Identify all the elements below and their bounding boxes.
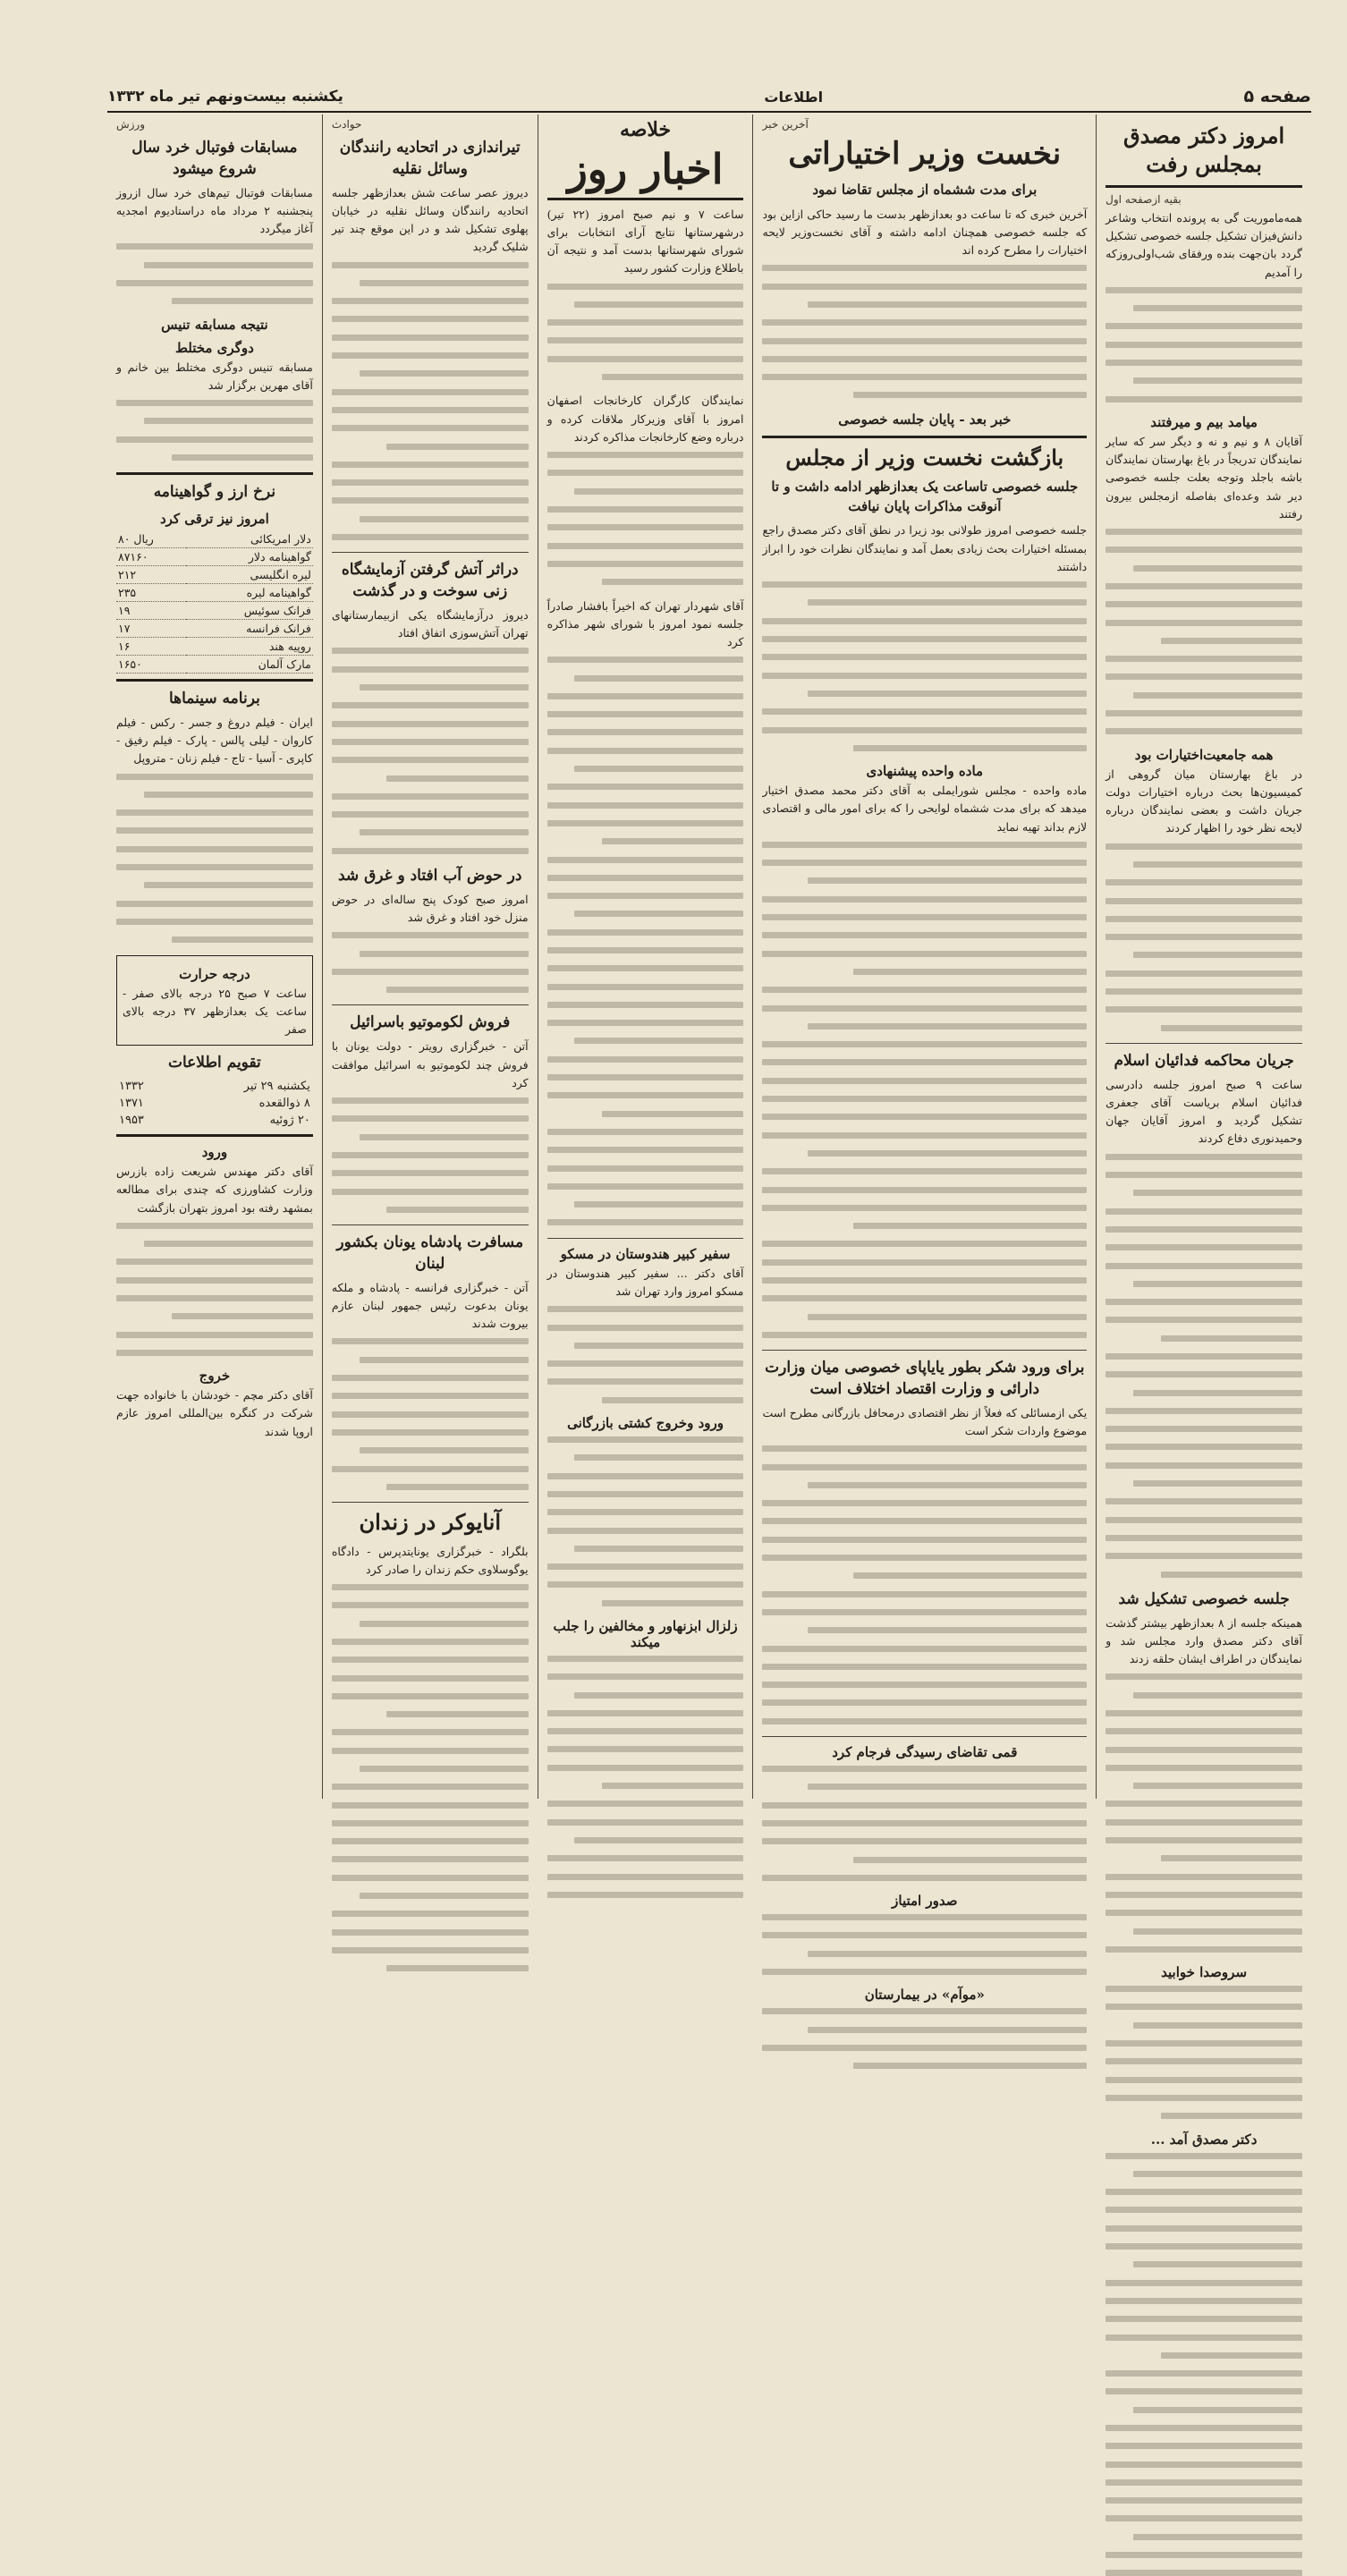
subhead: جلسه خصوصی تشکیل شد [1118, 1589, 1290, 1608]
rates-table [116, 530, 313, 674]
rate-label: فرانک فرانسه [186, 620, 312, 638]
section-title: اخبار روز [567, 145, 724, 193]
article-body: مسابقات فوتبال تیم‌های خرد سال ازروز پنجشنبه ۲ مرداد ماه دراستادیوم امجدیه آغاز میگردد [115, 185, 313, 236]
subhead-trial: جریان محاکمه فدائیان اسلام [1114, 1051, 1294, 1070]
subhead: قمی تقاضای رسیدگی فرجام کرد [832, 1744, 1018, 1761]
article-body: همینکه جلسه از ۸ بعدازظهر بیشتر گذشت آقای دکتر مصدق وارد مجلس شد و نمایندگان در اطراف ایشان حلقه زدند [1106, 1615, 1302, 1666]
headline-prison: آنایوکر در زندان [359, 1509, 501, 1536]
subhead: «موآم» در بیمارستان [864, 1987, 985, 2004]
text-block [116, 1223, 313, 1356]
article-body: آقایان ۸ و نیم و نه و دیگر سر که سایر نمایندگان تدریجاً در باغ بهارستان نمایندگان باشه باجلد وتوجه بعلت جلسه خصوصی دیر شد وعده‌ای بفاصله ازمجلس بیرون رفتند [1106, 434, 1303, 521]
rate-value: ۲۳۵ [116, 584, 186, 602]
subhead: همه جامعیت‌اختیارات بود [1134, 746, 1274, 763]
calendar-value: ۱۳۳۲ [118, 1080, 144, 1094]
kicker: ورزش [115, 118, 146, 131]
subhead: سروصدا خوابید [1161, 1964, 1248, 1981]
rate-row [116, 530, 313, 548]
rates-title: نرخ ارز و گواهینامه [153, 483, 276, 502]
rule [1106, 185, 1302, 188]
news-item: نمایندگان کارگران کارخانجات اصفهان امروز با آقای وزیرکار ملاقات کرده و درباره وضع کارخانجات مذاکره کردند [546, 394, 744, 444]
subhead: فروش لکوموتیو باسرائیل [350, 1013, 511, 1032]
text-block [332, 1338, 529, 1489]
text-block [762, 842, 1087, 1338]
subhead: سفیر کبیر هندوستان در مسکو [560, 1245, 731, 1262]
rule [116, 679, 313, 682]
rule [762, 1350, 1087, 1351]
text-block [762, 265, 1087, 398]
subhead-sugar: برای ورود شکر بطور یایاپای خصوصی میان وزارت دارائی و وزارت اقتصاد اختلاف است [765, 1359, 1085, 1398]
rate-label: مارک آلمان [186, 656, 312, 674]
text-block [116, 774, 313, 944]
column-mossadegh [1096, 114, 1311, 2148]
rates-subtitle: امروز نیز ترقی کرد [159, 511, 269, 528]
news-item: آقای شهردار تهران که اخیراً بافشار صادراً جلسه نمود امروز با شورای شهر مذاکره کرد [546, 598, 744, 648]
entry-title: ورود [201, 1144, 228, 1161]
text-block [547, 284, 744, 380]
cinema-listing: ایران - فیلم دروغ و جسر - رکس - فیلم کاروان - لیلی پالس - پارک - فیلم رفیق - کاپری - آسیا - تاج - فیلم زنان - متروپل [115, 715, 313, 766]
subhead: برای مدت ششماه از مجلس تقاضا نمود [812, 181, 1038, 198]
calendar-label: ۸ ذوالقعده [258, 1097, 310, 1111]
rate-row [116, 566, 313, 584]
rate-value: ۸۷۱۶۰ [116, 548, 186, 566]
rule [547, 1238, 744, 1239]
subhead: دوگری مختلط [175, 339, 254, 356]
text-block [332, 1097, 529, 1213]
subhead: مسافرت پادشاه یونان بکشور لبنان [336, 1233, 524, 1273]
rule [547, 198, 744, 200]
text-block [1106, 287, 1302, 402]
temperature-text: ساعت ۷ صبح ۲۵ درجه بالای صفر - ساعت یک بعدازظهر ۳۷ درجه بالای صفر [122, 986, 307, 1037]
rule [762, 436, 1087, 438]
subhead: ماده واحده پیشنهادی [866, 763, 984, 780]
rate-value: ۱۶۵۰ [116, 656, 186, 674]
subhead: نتیجه مسابقه تنیس [161, 316, 268, 333]
article-body: آخرین خبری که تا ساعت دو بعدازظهر بدست ما رسید حاکی ازاین بود که جلسه خصوصی همچنان ادامه داشته و آقای نخست‌وزیر لایحه اختیارات را مطرح کرده اند [762, 207, 1088, 258]
exit-title: خروج [199, 1368, 231, 1385]
column-news-summary [538, 114, 753, 1799]
rate-label: فرانک سوئیس [186, 602, 312, 620]
calendar-row [116, 1078, 313, 1095]
text-block [1106, 2153, 1302, 2576]
text-block [332, 1584, 529, 1971]
text-block [1106, 1154, 1302, 1578]
text-block [332, 932, 529, 993]
rate-row [116, 584, 313, 602]
rate-row [116, 548, 313, 566]
subhead: دکتر مصدق آمد ... [1150, 2131, 1258, 2148]
text-block [332, 262, 529, 540]
text-block [332, 648, 529, 853]
column-events [322, 114, 538, 1799]
article-body: دیروز درآزمایشگاه یکی ازبیمارستانهای تهران آتش‌سوزی اتفاق افتاد [331, 607, 529, 640]
rule [332, 1004, 529, 1005]
calendar-row [116, 1112, 313, 1129]
calendar-row [116, 1095, 313, 1112]
rule [332, 1224, 529, 1225]
rate-value: ۸۰ ریال [116, 530, 186, 548]
rate-label: لیره انگلیسی [186, 566, 312, 584]
text-block [1106, 843, 1302, 1031]
text-block [547, 1656, 744, 1898]
text-block [1106, 1986, 1302, 2119]
text-block [762, 1914, 1087, 1975]
subhead: در حوض آب افتاد و غرق شد [338, 867, 522, 885]
calendar-value: ۱۳۷۱ [118, 1097, 144, 1111]
rate-row [116, 620, 313, 638]
rule [762, 1736, 1087, 1737]
rate-value: ۱۶ [116, 638, 186, 656]
subhead: زلزال ابزنهاور و مخالفین را جلب میکند [553, 1618, 738, 1650]
article-body: جلسه خصوصی امروز طولانی بود زیرا در نطق آقای دکتر مصدق راجع بمسئله اختیارات بحث زیادی بعمل آمد و نمایندگان نظرات خود را ابراز داشتند [762, 523, 1088, 573]
article-body: بلگراد - خبرگزاری یونایتدپرس - دادگاه یوگوسلاوی حکم زندان را صادر کرد [331, 1544, 529, 1576]
rate-value: ۲۱۲ [116, 566, 186, 584]
article-body: امروز صبح کودک پنج ساله‌ای در حوض منزل خود افتاد و غرق شد [331, 892, 529, 925]
text-block [762, 1766, 1087, 1881]
article-body: آتن - خبرگزاری رویتر - دولت یونان با فروش چند لکوموتیو به اسرائیل موافقت کرد [331, 1039, 529, 1089]
text-block [762, 581, 1087, 751]
article-body: ماده واحده - مجلس شورایملی به آقای دکتر محمد مصدق اختیار میدهد که برای مدت ششماه لوایحی را که برای امور مالی و اقتصادی لازم بداند تهیه نماید [762, 784, 1088, 834]
paper-name: اطلاعات [764, 88, 824, 106]
rate-label: روپیه هند [186, 638, 312, 656]
subhead: جلسه خصوصی تا‌ساعت یک بعدازظهر ادامه داشت و تا آنوقت مذاکرات پایان نیافت [771, 478, 1079, 514]
text-block [547, 657, 744, 1225]
rule [1106, 1043, 1302, 1044]
article-body: دیروز عصر ساعت شش بعدازظهر جلسه اتحادیه رانندگان وسائل نقلیه در خیابان پهلوی تشکیل شد و در این موقع چند تیر شلیک گردید [331, 185, 529, 254]
text-block [762, 2008, 1087, 2069]
section-title-small: خلاصه [619, 118, 672, 141]
headline-powers: نخست وزیر اختیاراتی [788, 136, 1062, 172]
cinema-title: برنامه سینماها [168, 690, 260, 708]
calendar-label: ۲۰ ژوئیه [269, 1114, 310, 1128]
article-grid [107, 114, 1311, 2148]
issue-date: یکشنبه بیست‌ونهم تیر ماه ۱۳۳۲ [107, 88, 343, 106]
temperature-box [116, 955, 313, 1046]
article-body: آتن - خبرگزاری فرانسه - پادشاه و ملکه یونان بدعوت رئیس جمهور لبنان عازم بیروت شدند [331, 1280, 529, 1331]
calendar-table [116, 1078, 313, 1129]
rule [116, 472, 313, 475]
page-number: صفحه ۵ [1243, 87, 1311, 106]
subhead: تیراندازی در اتحادیه رانندگان وسائل نقلیه [339, 139, 521, 178]
article-lead: همه‌ماموریت گی به پرونده انتخاب وشاعر دانش‌فیزان تشکیل جلسه خصوصی تشکیل گردد بان‌جهت بنده ورفقای شب‌اولی‌روزکه را آمدیم [1106, 210, 1302, 279]
calendar-label: یکشنبه ۲۹ تیر [243, 1080, 310, 1094]
article-body: مسابقه تنیس دوگری مختلط بین خانم و آقای مهرین برگزار شد [115, 360, 313, 392]
headline-mossadegh: امروز دکتر مصدق بمجلس رفت [1123, 123, 1285, 178]
text-block [1106, 529, 1302, 734]
column-sports-rates [107, 114, 322, 1799]
rate-label: گواهینامه دلار [186, 548, 312, 566]
subhead: صدور امتیاز [892, 1893, 958, 1910]
rate-value: ۱۹ [116, 602, 186, 620]
rule [332, 1502, 529, 1503]
rate-row [116, 602, 313, 620]
text-block [547, 1436, 744, 1606]
rate-label: دلار امریکائی [186, 530, 312, 548]
masthead [107, 82, 1311, 113]
calendar-value: ۱۹۵۳ [118, 1114, 144, 1128]
rate-label: گواهینامه لیره [186, 584, 312, 602]
subhead: مسابقات فوتبال خرد سال شروع میشود [131, 139, 298, 178]
rate-row [116, 638, 313, 656]
text-block [762, 1445, 1087, 1724]
text-block [1106, 1674, 1302, 1952]
rate-row [116, 656, 313, 674]
article-body: ساعت ۹ صبح امروز جلسه دادرسی فدائیان اسلام بریاست آقای جعفری تشکیل گردید و امروز آقایان جهان وحمیدنوری دفاع کردند [1106, 1077, 1302, 1146]
rule [332, 552, 529, 553]
column-prime-minister [752, 114, 1096, 2004]
subhead: ورود وخروج کشتی بازرگانی [567, 1415, 724, 1432]
rate-value: ۱۷ [116, 620, 186, 638]
article-body: در باغ بهارستان میان گروهی از کمیسیون‌ها بحث درباره اختیارات دولت جریان داشت و بعضی نمایندگان درباره لایحه نظر خود را اظهار کردند [1106, 767, 1302, 835]
text-block [116, 400, 313, 461]
text-block [116, 243, 313, 304]
subhead: میامد بیم و میرفتند [1150, 413, 1258, 430]
temperature-title: درجه حرارت [179, 965, 250, 982]
end-note: خبر بعد - پایان جلسه خصوصی [838, 411, 1012, 428]
text-block [547, 452, 744, 585]
rule [116, 1134, 313, 1137]
exit-body: آقای دکتر مچم - خودشان با خانواده جهت شرکت در کنگره بین‌المللی امروز عازم اروپا شدند [115, 1388, 313, 1438]
continuation-note: بقیه ازصفحه اول [1106, 192, 1182, 206]
calendar-title: تقویم اطلاعات [167, 1054, 261, 1072]
entry-body: آقای دکتر مهندس شریعت زاده بازرس وزارت کشاورزی که چندی برای مطالعه بمشهد رفته بود امروز بتهران بازگشت [115, 1165, 313, 1215]
headline-return: بازگشت نخست وزیر از مجلس [785, 444, 1064, 470]
kicker: حوادث [331, 118, 362, 131]
article-body: یکی ازمسائلی که فعلاً از نظر اقتصادی درمحافل بازرگانی مطرح است موضوع واردات شکر است [762, 1405, 1088, 1438]
news-item: آقای دکتر ... سفیر کبیر هندوستان در مسکو امروز وارد تهران شد [546, 1266, 744, 1298]
text-block [547, 1306, 744, 1402]
kicker: آخرین خبر [762, 118, 809, 131]
subhead: دراثر آتش گرفتن آزمایشگاه زنی سوخت و در گذشت [341, 561, 519, 601]
news-item: ساعت ۷ و نیم صبح امروز (۲۲ تیر) درشهرستانها نتایج آرای انتخابات برای شورای شهرستانها بدست آمد و نتیجه آن باطلاع وزارت کشور رسید [546, 207, 744, 275]
